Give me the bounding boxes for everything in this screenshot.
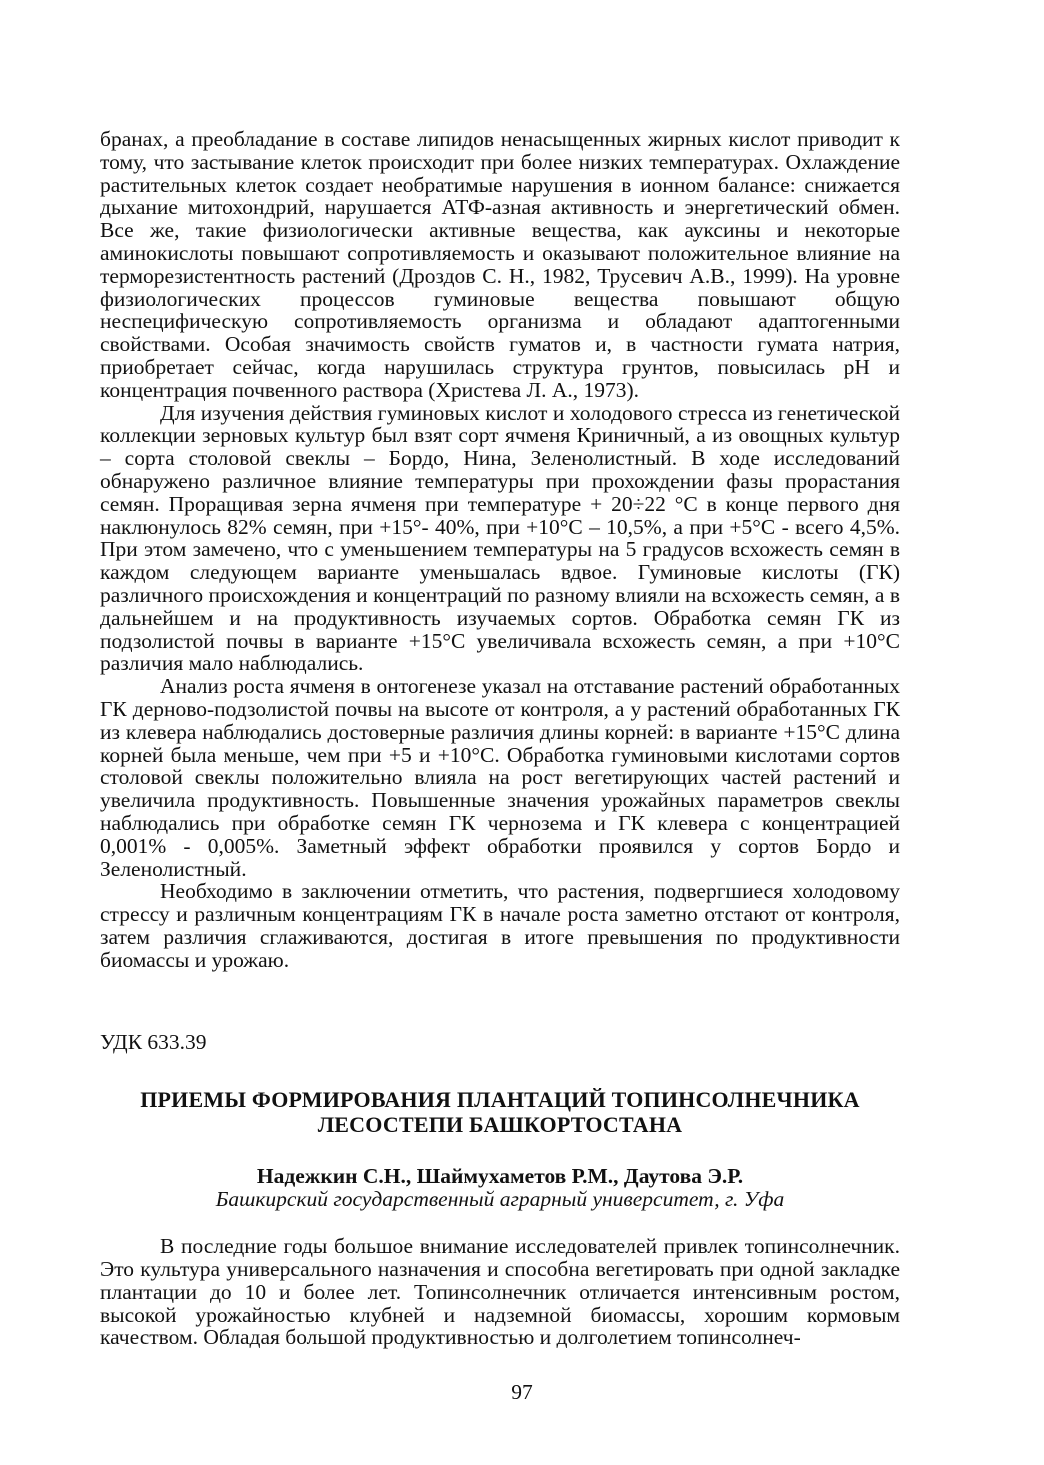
article-title-line-1: ПРИЕМЫ ФОРМИРОВАНИЯ ПЛАНТАЦИЙ ТОПИНСОЛНЕЧНИКА: [140, 1087, 860, 1113]
article-authors: Надежкин С.Н., Шаймухаметов Р.М., Даутова Э.Р.: [256, 1164, 744, 1189]
paragraph-previous-article-2: Для изучения действия гуминовых кислот и холодового стресса из генетической коллекции зерновых культур был взят сорт ячменя Криничный, а из овощных культур – сорта столовой свеклы – Бордо, Нина, Зеленолистный. В ходе исследований обнаружено различное влияние температуры при прохождении фазы прорастания семян. Проращивая зерна ячменя при температуре + 20÷22 °С в конце первого дня наклюнулось 82% семян, при +15°- 40%, при +10°С – 10,5%, а при +5°С - всего 4,5%. При этом замечено, что с уменьшением температуры на 5 градусов всхожесть семян в каждом следующем варианте уменьшалась вдвое. Гуминовые кислоты (ГК) различного происхождения и концентраций по разному влияли на всхожесть семян, а в дальнейшем и на продуктивность изучаемых сортов. Обработка семян ГК из подзолистой почвы в варианте +15°С увеличивала всхожесть семян, а при +10°С различия мало наблюдались.: [100, 400, 900, 676]
paragraph-previous-article-4: Необходимо в заключении отметить, что растения, подвергшиеся холодовому стрессу и различным концентрациям ГК в начале роста заметно отстают от контроля, затем различия сглаживаются, достигая в итоге превышения по продуктивности биомассы и урожаю.: [100, 879, 900, 972]
paragraph-previous-article-1: бранах, а преобладание в составе липидов ненасыщенных жирных кислот приводит к тому, что застывание клеток происходит при более низких температурах. Охлаждение растительных клеток создает необратимые нарушения в ионном балансе: снижается дыхание митохондрий, нарушается АТФ-азная активность и энергетический обмен. Все же, такие физиологически активные вещества, как ауксины и некоторые аминокислоты повышают сопротивляемость и оказывают положительное влияние на терморезистентность растений (Дроздов С. Н., 1982, Трусевич А.В., 1999). На уровне физиологических процессов гуминовые вещества повышают общую неспецифическую сопротивляемость организма и обладают адаптогенными свойствами. Особая значимость свойств гуматов и, в частности гумата натрия, приобретает сейчас, когда нарушилась структура грунтов, повысилась pH и концентрация почвенного раствора (Христева Л. А., 1973).: [100, 127, 900, 402]
paragraph-previous-article-3: Анализ роста ячменя в онтогенезе указал на отставание растений обработанных ГК дерново-подзолистой почвы на высоте от контроля, а у растений обработанных ГК из клевера наблюдались достоверные различия длины корней: в варианте +15°С длина корней была меньше, чем при +5 и +10°С. Обработка гуминовыми кислотами сортов столовой свеклы положительно влияла на рост вегетирующих частей растений и увеличила продуктивность. Повышенные значения урожайных параметров свеклы наблюдались при обработке семян ГК чернозема и ГК клевера с концентрацией 0,001% - 0,005%. Заметный эффект обработки проявился у сортов Бордо и Зеленолистный.: [100, 674, 900, 881]
udk-code: УДК 633.39: [100, 1030, 207, 1055]
article-affiliation: Башкирский государственный аграрный университет, г. Уфа: [215, 1187, 785, 1212]
page-number: 97: [511, 1380, 533, 1404]
page-body: [100, 128, 900, 1349]
article-title: [100, 1087, 900, 1137]
article-title-line-2: ЛЕСОСТЕПИ БАШКОРТОСТАНА: [317, 1112, 683, 1138]
article-intro-paragraph: В последние годы большое внимание исследователей привлек топинсолнечник. Это культура универсального назначения и способна вегетировать при одной закладке плантации до 10 и более лет. Топинсолнечник отличается интенсивным ростом, высокой урожайностью клубней и надземной биомассы, хорошим кормовым качеством. Обладая большой продуктивностью и долголетием топинсолнеч-: [100, 1234, 900, 1350]
